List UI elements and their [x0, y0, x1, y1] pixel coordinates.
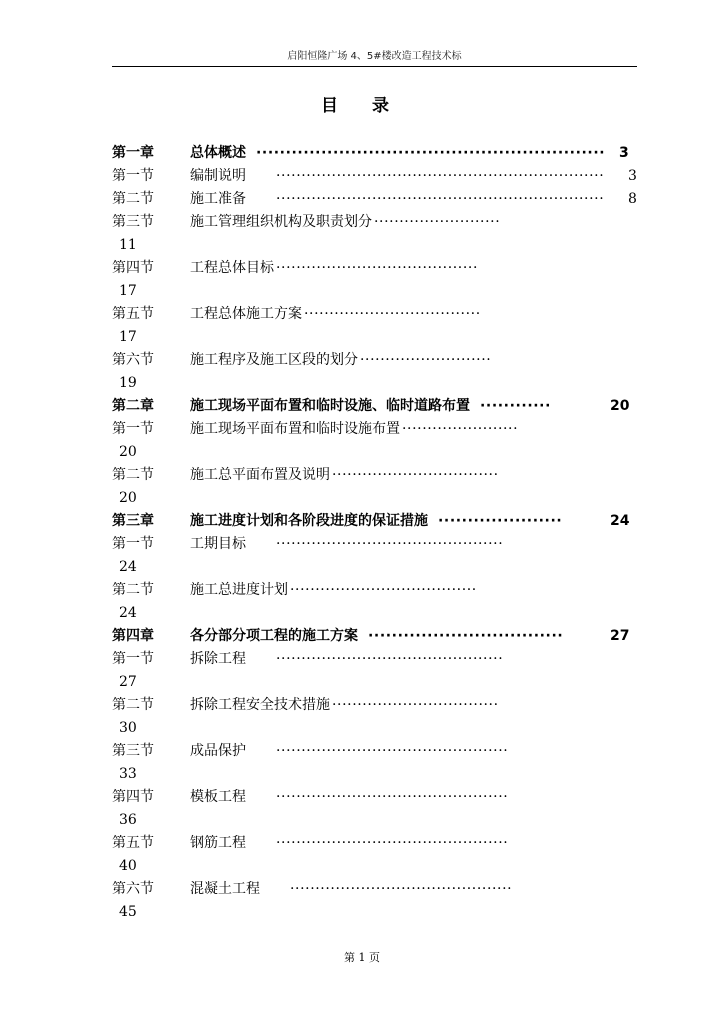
- toc-page-number: 24: [119, 559, 137, 575]
- toc-page-number: 30: [119, 720, 137, 736]
- toc-leader-dots: ············: [480, 398, 552, 414]
- toc-entry-title: 工程总体目标: [190, 260, 274, 276]
- toc-entry-title: 工期目标: [190, 536, 246, 552]
- toc-entry-title: 混凝土工程: [190, 881, 260, 897]
- toc-section-row[interactable]: [112, 257, 637, 303]
- toc-entry-number: 第一节: [112, 168, 154, 184]
- toc-entry-title: 施工现场平面布置和临时设施、临时道路布置: [190, 398, 470, 414]
- toc-chapter-row[interactable]: [112, 395, 637, 418]
- toc-leader-dots: ·························: [374, 214, 501, 230]
- page-title: 目 录: [321, 96, 403, 116]
- toc-entry-number: 第三节: [112, 214, 154, 230]
- toc-entry-number: 第二章: [112, 398, 154, 414]
- toc-entry-number: 第一章: [112, 145, 154, 161]
- toc-page-number: 11: [119, 237, 137, 253]
- toc-entry-number: 第四节: [112, 789, 154, 805]
- toc-leader-dots: ········································: [276, 260, 479, 276]
- toc-entry-number: 第一节: [112, 651, 154, 667]
- toc-entry-number: 第五节: [112, 835, 154, 851]
- toc-entry-number: 第二节: [112, 697, 154, 713]
- toc-chapter-row[interactable]: [112, 625, 637, 648]
- toc-page-number: 27: [610, 628, 630, 644]
- toc-entry-number: 第一节: [112, 421, 154, 437]
- toc-section-row[interactable]: [112, 303, 637, 349]
- toc-entry-number: 第六节: [112, 881, 154, 897]
- toc-leader-dots: ·······················: [402, 421, 519, 437]
- toc-leader-dots: ··············································: [276, 789, 509, 805]
- toc-entry-number: 第六节: [112, 352, 154, 368]
- toc-leader-dots: ·····································: [290, 582, 477, 598]
- toc-section-row[interactable]: [112, 648, 637, 694]
- toc-leader-dots: ·································: [368, 628, 564, 644]
- toc-entry-number: 第四章: [112, 628, 154, 644]
- toc-entry-number: 第二节: [112, 467, 154, 483]
- toc-page-number: 19: [119, 375, 137, 391]
- toc-page-number: 20: [119, 490, 137, 506]
- toc-entry-title: 编制说明: [190, 168, 246, 184]
- toc-leader-dots: ·································: [332, 697, 499, 713]
- toc-page-number: 45: [119, 904, 137, 920]
- toc-page-number: 17: [119, 283, 137, 299]
- toc-entry-title: 模板工程: [190, 789, 246, 805]
- toc-section-row[interactable]: [112, 418, 637, 464]
- toc-entry-number: 第三节: [112, 743, 154, 759]
- toc-section-row[interactable]: [112, 188, 637, 211]
- toc-entry-number: 第五节: [112, 306, 154, 322]
- toc-page-number: 33: [119, 766, 137, 782]
- toc-page-number: 20: [119, 444, 137, 460]
- toc-section-row[interactable]: [112, 579, 637, 625]
- toc-leader-dots: ·································································: [276, 191, 605, 207]
- page-footer: 第 1 页: [344, 951, 380, 964]
- toc-page-number: 20: [610, 398, 630, 414]
- toc-entry-title: 拆除工程安全技术措施: [190, 697, 330, 713]
- toc-leader-dots: ·····················: [438, 513, 563, 529]
- toc-section-row[interactable]: [112, 786, 637, 832]
- toc-leader-dots: ···························································: [256, 145, 606, 161]
- toc-entry-title: 钢筋工程: [190, 835, 246, 851]
- toc-page-number: 3: [619, 145, 629, 161]
- toc-entry-title: 总体概述: [190, 145, 246, 161]
- toc-chapter-row[interactable]: [112, 142, 637, 165]
- toc-section-row[interactable]: [112, 211, 637, 257]
- toc-leader-dots: ···································: [304, 306, 481, 322]
- toc-entry-number: 第二节: [112, 582, 154, 598]
- toc-page-number: 17: [119, 329, 137, 345]
- toc-entry-title: 各分部分项工程的施工方案: [190, 628, 358, 644]
- toc-page-number: 24: [119, 605, 137, 621]
- toc-entry-title: 施工现场平面布置和临时设施布置: [190, 421, 400, 437]
- page-header: 启阳恒隆广场 4、5#楼改造工程技术标: [112, 50, 637, 67]
- toc-section-row[interactable]: [112, 740, 637, 786]
- toc-section-row[interactable]: [112, 464, 637, 510]
- toc-entry-title: 施工总平面布置及说明: [190, 467, 330, 483]
- toc-section-row[interactable]: [112, 878, 637, 924]
- toc-page-number: 8: [628, 191, 637, 207]
- toc-entry-title: 施工管理组织机构及职责划分: [190, 214, 372, 230]
- toc-entry-title: 施工进度计划和各阶段进度的保证措施: [190, 513, 428, 529]
- toc-leader-dots: ·············································: [276, 651, 504, 667]
- toc-section-row[interactable]: [112, 832, 637, 878]
- toc-entry-number: 第四节: [112, 260, 154, 276]
- toc-section-row[interactable]: [112, 165, 637, 188]
- toc-leader-dots: ··············································: [276, 835, 509, 851]
- toc-page-number: 24: [610, 513, 630, 529]
- toc-leader-dots: ··············································: [276, 743, 509, 759]
- toc-leader-dots: ·································································: [276, 168, 605, 184]
- toc-chapter-row[interactable]: [112, 510, 637, 533]
- toc-leader-dots: ··························: [360, 352, 492, 368]
- toc-section-row[interactable]: [112, 694, 637, 740]
- toc-section-row[interactable]: [112, 349, 637, 395]
- toc-entry-title: 成品保护: [190, 743, 246, 759]
- toc-section-row[interactable]: [112, 533, 637, 579]
- toc-page-number: 27: [119, 674, 137, 690]
- toc-entry-title: 施工准备: [190, 191, 246, 207]
- toc-entry-number: 第二节: [112, 191, 154, 207]
- table-of-contents: [112, 142, 637, 924]
- toc-page-number: 40: [119, 858, 137, 874]
- toc-page-number: 3: [628, 168, 637, 184]
- toc-leader-dots: ············································: [290, 881, 513, 897]
- toc-entry-number: 第三章: [112, 513, 154, 529]
- toc-entry-title: 拆除工程: [190, 651, 246, 667]
- toc-entry-number: 第一节: [112, 536, 154, 552]
- toc-entry-title: 施工程序及施工区段的划分: [190, 352, 358, 368]
- toc-entry-title: 工程总体施工方案: [190, 306, 302, 322]
- toc-page-number: 36: [119, 812, 137, 828]
- toc-leader-dots: ·············································: [276, 536, 504, 552]
- toc-entry-title: 施工总进度计划: [190, 582, 288, 598]
- toc-leader-dots: ·································: [332, 467, 499, 483]
